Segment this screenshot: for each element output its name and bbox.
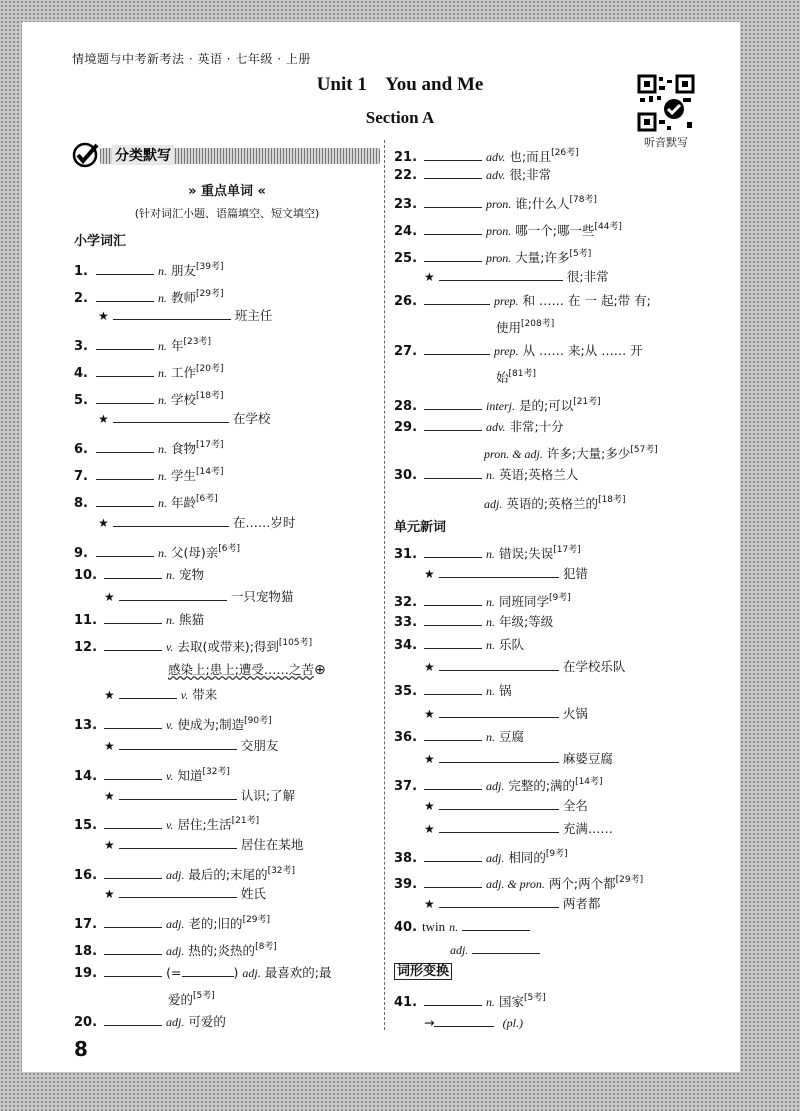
star-icon: ★ — [424, 897, 435, 911]
list-item: 3. n. 年[23考] — [74, 337, 211, 354]
answer-blank[interactable] — [424, 777, 482, 790]
list-item: 22. adv. 很;非常 — [394, 167, 552, 183]
answer-blank[interactable] — [113, 410, 229, 423]
star-icon: ★ — [424, 752, 435, 766]
list-item-cont: → (pl.) — [424, 1015, 523, 1030]
list-item: 35. n. 锅 — [394, 683, 512, 699]
list-item: 20. adj. 可爱的 — [74, 1014, 226, 1030]
list-item: 11. n. 熊猫 — [74, 612, 205, 628]
answer-blank[interactable] — [119, 588, 227, 601]
list-item: 30. n. 英语;英格兰人 — [394, 467, 579, 483]
list-item: 29. adv. 非常;十分 — [394, 419, 564, 435]
star-icon: ★ — [424, 822, 435, 836]
answer-blank[interactable] — [104, 716, 162, 729]
answer-blank[interactable] — [104, 816, 162, 829]
list-item: 33. n. 年级;等级 — [394, 614, 554, 630]
star-icon: ★ — [104, 739, 115, 753]
answer-blank[interactable] — [104, 915, 162, 928]
answer-blank[interactable] — [104, 611, 162, 624]
list-item: 21. adv. 也;而且[26考] — [394, 148, 579, 165]
list-item: 19. (= ) adj. 最喜欢的;最 — [74, 965, 332, 981]
answer-blank[interactable] — [424, 342, 490, 355]
star-icon: ★ — [104, 838, 115, 852]
answer-blank[interactable] — [424, 875, 482, 888]
star-icon: ★ — [424, 799, 435, 813]
list-item: 36. n. 豆腐 — [394, 729, 525, 745]
answer-blank[interactable] — [113, 307, 231, 320]
answer-blank[interactable] — [424, 418, 482, 431]
list-item: 2. n. 教师[29考] — [74, 289, 224, 306]
star-icon: ★ — [424, 707, 435, 721]
list-item: 32. n. 同班同学[9考] — [394, 593, 571, 610]
list-item-star: ★ 姓氏 — [104, 886, 266, 901]
list-item: 25. pron. 大量;许多[5考] — [394, 249, 592, 266]
answer-blank[interactable] — [96, 544, 154, 557]
list-item-star: ★ 在……岁时 — [98, 515, 296, 530]
list-item-star: ★ 全名 — [424, 798, 588, 813]
answer-blank[interactable] — [439, 268, 563, 281]
section-title: Section A — [365, 108, 435, 127]
star-icon: ★ — [98, 412, 109, 426]
star-icon: ★ — [104, 887, 115, 901]
star-icon: ★ — [98, 516, 109, 530]
list-item: 12. v. 去取(或带来);得到[105考] — [74, 638, 313, 655]
answer-blank[interactable] — [96, 364, 154, 377]
answer-blank[interactable] — [472, 941, 540, 954]
answer-blank[interactable] — [119, 737, 237, 750]
answer-blank[interactable] — [439, 750, 559, 763]
list-item: 5. n. 学校[18考] — [74, 391, 224, 408]
subheading: » 重点单词 « — [188, 184, 266, 199]
subheading-note: (针对词汇小题、语篇填空、短文填空) — [134, 207, 320, 220]
list-item-cont: adj. 英语的;英格兰的[18考] — [484, 495, 626, 511]
list-item-star: ★ 很;非常 — [424, 269, 609, 284]
list-item: 23. pron. 谁;什么人[78考] — [394, 195, 597, 212]
book-header: 情境题与中考新考法 · 英语 · 七年级 · 上册 — [72, 52, 311, 66]
answer-blank[interactable] — [96, 494, 154, 507]
list-item: 27. prep. 从 …… 来;从 …… 开 — [394, 343, 643, 359]
answer-blank[interactable] — [424, 682, 482, 695]
checkmark-icon — [72, 142, 102, 168]
answer-blank[interactable] — [424, 849, 482, 862]
list-item-star: ★ 两者都 — [424, 896, 601, 911]
list-item-cont: 始[81考] — [496, 369, 536, 385]
list-item-star: ★ 犯错 — [424, 566, 588, 581]
qr-caption: 听音默写 — [644, 136, 688, 149]
list-item: 26. prep. 和 …… 在 一 起;带 有; — [394, 293, 651, 309]
answer-blank[interactable] — [96, 289, 154, 302]
star-icon: ★ — [424, 270, 435, 284]
list-item-cont: pron. & adj. 许多;大量;多少[57考] — [484, 445, 658, 461]
list-item-cont: adj. — [446, 941, 540, 959]
answer-blank[interactable] — [96, 440, 154, 453]
list-item: 10. n. 宠物 — [74, 567, 205, 583]
star-icon: ★ — [424, 567, 435, 581]
answer-blank[interactable] — [439, 820, 559, 833]
answer-blank[interactable] — [424, 249, 482, 262]
list-item: 38. adj. 相同的[9考] — [394, 849, 568, 866]
answer-blank[interactable] — [182, 964, 234, 977]
list-item: 15. v. 居住;生活[21考] — [74, 816, 260, 833]
answer-blank[interactable] — [424, 222, 482, 235]
plus-circle-icon: ⊕ — [313, 662, 326, 678]
category-transform: 词形变换 — [394, 964, 452, 980]
list-item: 8. n. 年龄[6考] — [74, 494, 218, 511]
list-item-cont: 爱的[5考] — [168, 991, 215, 1007]
list-item: 34. n. 乐队 — [394, 637, 525, 653]
answer-blank[interactable] — [119, 836, 237, 849]
answer-blank[interactable] — [104, 866, 162, 879]
answer-blank[interactable] — [104, 638, 162, 651]
list-item: 39. adj. & pron. 两个;两个都[29考] — [394, 875, 644, 892]
section-banner — [72, 142, 380, 168]
star-icon: ★ — [98, 309, 109, 323]
answer-blank[interactable] — [439, 895, 559, 908]
star-icon: ★ — [104, 590, 115, 604]
answer-blank[interactable] — [424, 545, 482, 558]
answer-blank[interactable] — [439, 797, 559, 810]
answer-blank[interactable] — [104, 767, 162, 780]
arrow-icon: → — [424, 1015, 435, 1030]
list-item-star: ★ v. 带来 — [104, 687, 218, 702]
banner-label: 分类默写 — [112, 145, 174, 165]
star-icon: ★ — [104, 789, 115, 803]
list-item: 14. v. 知道[32考] — [74, 767, 230, 784]
answer-blank[interactable] — [434, 1014, 494, 1027]
answer-blank[interactable] — [439, 705, 559, 718]
answer-blank[interactable] — [424, 613, 482, 626]
answer-blank[interactable] — [113, 514, 229, 527]
category-unit: 单元新词 — [394, 520, 447, 535]
answer-blank[interactable] — [439, 565, 559, 578]
answer-blank[interactable] — [104, 1013, 162, 1026]
answer-blank[interactable] — [119, 686, 177, 699]
answer-blank[interactable] — [424, 397, 482, 410]
answer-blank[interactable] — [439, 658, 559, 671]
list-item-star: ★ 麻婆豆腐 — [424, 751, 613, 766]
answer-blank[interactable] — [96, 467, 154, 480]
answer-blank[interactable] — [424, 993, 482, 1006]
answer-blank[interactable] — [96, 337, 154, 350]
column-divider — [384, 140, 385, 1030]
list-item: 28. interj. 是的;可以[21考] — [394, 397, 601, 414]
answer-blank[interactable] — [119, 787, 237, 800]
answer-blank[interactable] — [424, 148, 482, 161]
answer-blank[interactable] — [104, 964, 162, 977]
list-item: 16. adj. 最后的;末尾的[32考] — [74, 866, 296, 883]
star-icon: ★ — [104, 688, 115, 702]
answer-blank[interactable] — [424, 195, 482, 208]
list-item-star: ★ 交朋友 — [104, 738, 279, 753]
list-item: 41. n. 国家[5考] — [394, 993, 546, 1010]
list-item-star: ★ 一只宠物猫 — [104, 589, 294, 604]
answer-blank[interactable] — [424, 292, 490, 305]
scan-border-bottom — [0, 1072, 800, 1111]
answer-blank[interactable] — [104, 942, 162, 955]
answer-blank[interactable] — [424, 728, 482, 741]
unit-title: Unit 1 You and Me — [316, 74, 484, 95]
list-item: 7. n. 学生[14考] — [74, 467, 224, 484]
list-item-star: ★ 认识;了解 — [104, 788, 296, 803]
list-item: 40. twin n. — [394, 918, 530, 936]
list-item: 1. n. 朋友[39考] — [74, 262, 224, 279]
page-number: 8 — [74, 1037, 88, 1061]
answer-blank[interactable] — [424, 466, 482, 479]
list-item-star: ★ 居住在某地 — [104, 837, 304, 852]
answer-blank[interactable] — [424, 636, 482, 649]
list-item-star: ★ 在学校 — [98, 411, 271, 426]
list-item-cont: 使用[208考] — [496, 319, 555, 335]
answer-blank[interactable] — [424, 593, 482, 606]
list-item-star: ★ 火锅 — [424, 706, 588, 721]
list-item: 6. n. 食物[17考] — [74, 440, 224, 457]
answer-blank[interactable] — [119, 885, 237, 898]
list-item: 37. adj. 完整的;满的[14考] — [394, 777, 603, 794]
answer-blank[interactable] — [104, 566, 162, 579]
qr-code-icon[interactable] — [637, 74, 695, 132]
answer-blank[interactable] — [96, 391, 154, 404]
star-icon: ★ — [424, 660, 435, 674]
list-item: 4. n. 工作[20考] — [74, 364, 224, 381]
list-item-star: ★ 充满…… — [424, 821, 613, 836]
scan-border-right — [740, 0, 800, 1111]
list-item: 31. n. 错误;失误[17考] — [394, 545, 581, 562]
scan-border-left — [0, 0, 22, 1111]
scan-border-top — [0, 0, 800, 22]
list-item: 13. v. 使成为;制造[90考] — [74, 716, 272, 733]
list-item: 18. adj. 热的;炎热的[8考] — [74, 942, 277, 959]
list-item: 17. adj. 老的;旧的[29考] — [74, 915, 271, 932]
answer-blank[interactable] — [96, 262, 154, 275]
answer-blank[interactable] — [424, 166, 482, 179]
list-item: 9. n. 父(母)亲[6考] — [74, 544, 241, 561]
list-item-cont: 感染上;患上;遭受……之苦⊕ — [168, 662, 326, 678]
list-item-star: ★ 班主任 — [98, 308, 273, 323]
list-item: 24. pron. 哪一个;哪一些[44考] — [394, 222, 622, 239]
answer-blank[interactable] — [462, 918, 530, 931]
list-item-star: ★ 在学校乐队 — [424, 659, 626, 674]
category-primary: 小学词汇 — [74, 234, 127, 249]
